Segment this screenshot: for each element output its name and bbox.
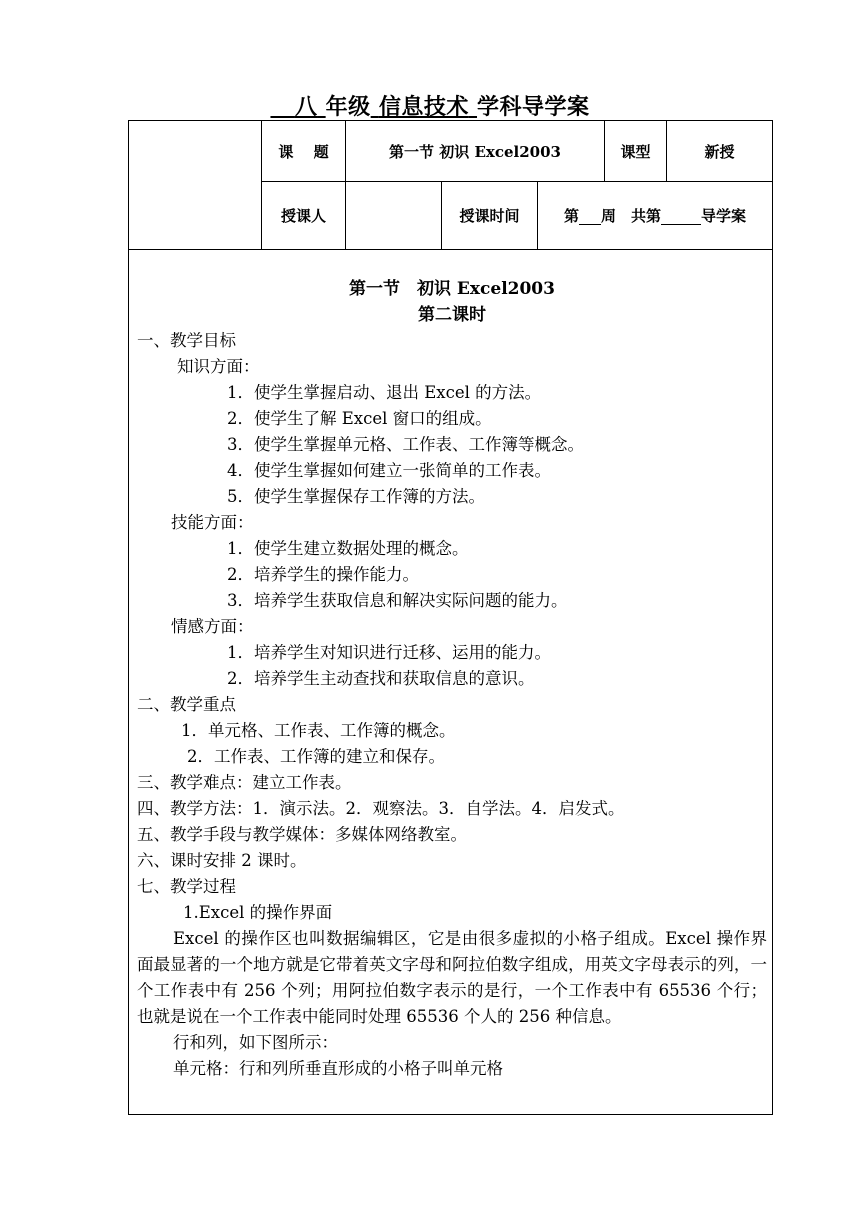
interface-paragraph: Excel 的操作区也叫数据编辑区，它是由很多虚拟的小格子组成。Excel 操作界面最显著的一个地方就是它带着英文字母和阿拉伯数字组成，用英文字母表示的列，一个工作表中有 256 个列；用阿拉伯数字表示的是行，一个工作表中有 65536 个行；也就是说在一个工作表中能同时处理 65536 个人的 256 种信息。 [137, 929, 767, 1026]
cell-definition: 单元格：行和列所垂直形成的小格子叫单元格 [173, 1059, 503, 1078]
list-item: 2．工作表、工作簿的建立和保存。 [187, 747, 445, 766]
heading-objectives: 一、教学目标 [137, 331, 236, 350]
plan-blank [661, 206, 701, 225]
skills-heading: 技能方面： [171, 513, 254, 532]
knowledge-heading: 知识方面： [177, 357, 260, 376]
type-label: 课型 [620, 142, 651, 161]
heading-media: 五、教学手段与教学媒体：多媒体网络教室。 [137, 825, 467, 844]
list-item: 3．培养学生获取信息和解决实际问题的能力。 [227, 591, 568, 610]
section-title: 第一节 初识 Excel2003 [349, 279, 555, 299]
subheading-interface: 1.Excel 的操作界面 [183, 903, 333, 922]
time-value [538, 182, 772, 249]
heading-process: 七、教学过程 [137, 877, 236, 896]
list-item: 3．使学生掌握单元格、工作表、工作簿等概念。 [227, 435, 584, 454]
list-item: 2．使学生了解 Excel 窗口的组成。 [227, 409, 492, 428]
page-title [0, 90, 860, 121]
week-prefix: 第 [563, 207, 579, 225]
topic-value: 第一节 初识 Excel2003 [389, 142, 561, 161]
heading-methods: 四、教学方法：1．演示法。2．观察法。3．自学法。4．启发式。 [137, 799, 625, 818]
type-value: 新授 [704, 142, 735, 161]
list-item: 1．培养学生对知识进行迁移、运用的能力。 [227, 643, 551, 662]
title-suffix: 学科导学案 [477, 95, 590, 120]
week-suffix: 周 共第 [600, 207, 661, 225]
teacher-label: 授课人 [280, 207, 326, 225]
title-subject: 信息技术 [378, 95, 469, 120]
list-item: 2．培养学生的操作能力。 [227, 565, 419, 584]
heading-difficulty: 三、教学难点：建立工作表。 [137, 773, 352, 792]
teacher-value [346, 182, 441, 249]
list-item: 4．使学生掌握如何建立一张简单的工作表。 [227, 461, 551, 480]
plan-suffix: 导学案 [701, 207, 747, 225]
heading-schedule: 六、课时安排 2 课时。 [137, 851, 307, 870]
list-item: 5．使学生掌握保存工作簿的方法。 [227, 487, 485, 506]
list-item: 1．使学生建立数据处理的概念。 [227, 539, 469, 558]
time-label: 授课时间 [459, 207, 520, 225]
heading-key-points: 二、教学重点 [137, 695, 236, 714]
list-item: 1．单元格、工作表、工作簿的概念。 [181, 721, 456, 740]
title-grade: 八 [294, 95, 318, 120]
content-body [137, 276, 767, 1082]
title-grade-label: 年级 [325, 95, 371, 120]
list-item: 2．培养学生主动查找和获取信息的意识。 [227, 669, 535, 688]
emotion-heading: 情感方面： [171, 617, 254, 636]
week-blank [579, 206, 601, 225]
topic-label: 课 题 [278, 142, 329, 161]
row-col-line: 行和列，如下图所示： [173, 1033, 338, 1052]
list-item: 1．使学生掌握启动、退出 Excel 的方法。 [227, 383, 542, 402]
lesson-label: 第二课时 [418, 305, 486, 325]
